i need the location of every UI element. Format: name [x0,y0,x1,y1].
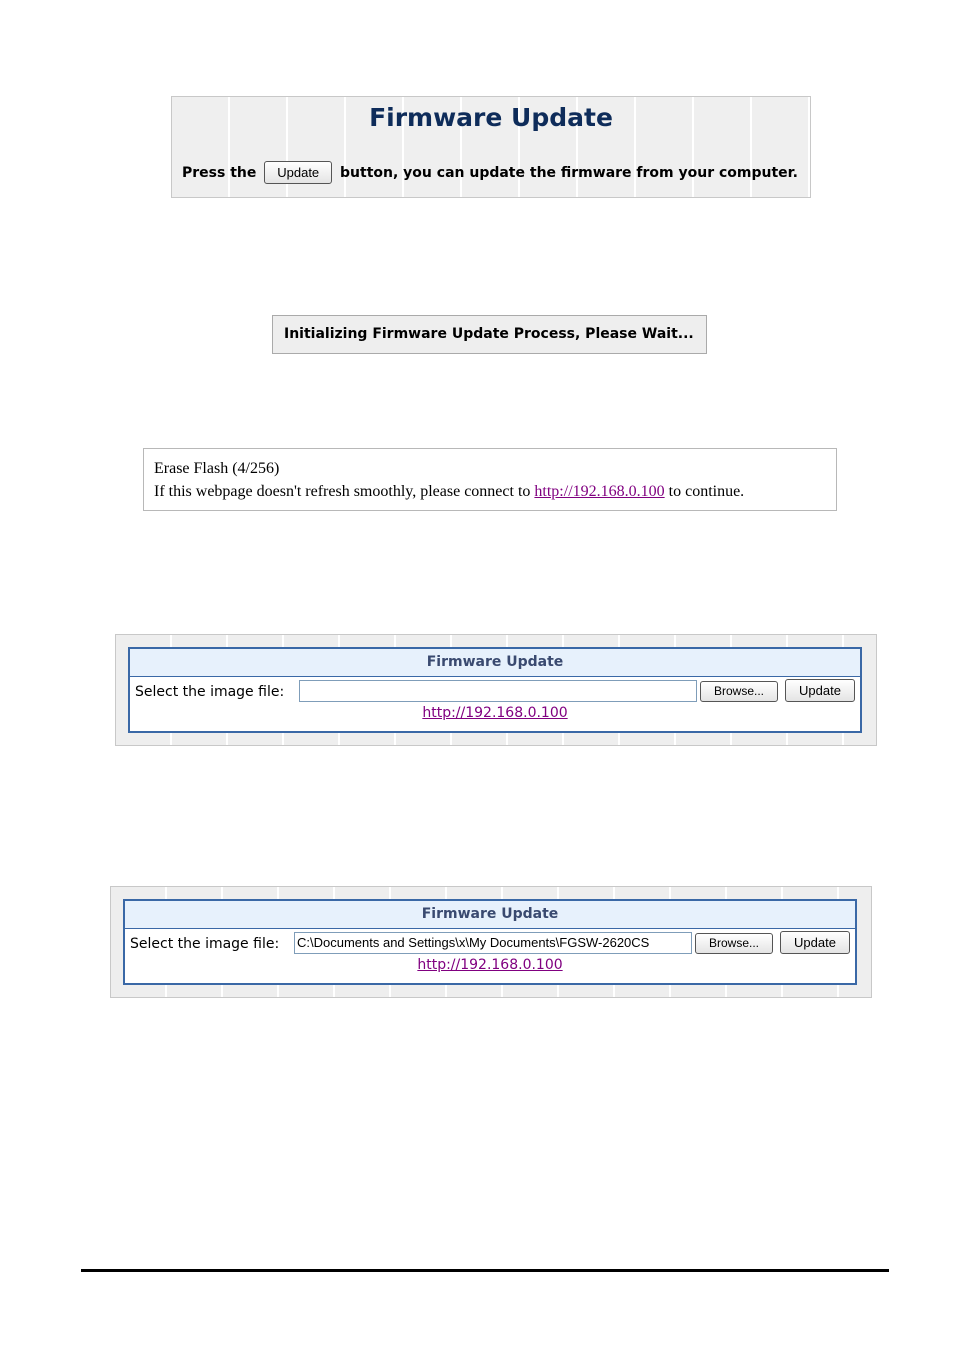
device-link[interactable]: http://192.168.0.100 [417,957,563,973]
image-file-label: Select the image file: [135,684,285,700]
erase-flash-status-box [143,448,837,511]
image-file-label: Select the image file: [130,936,280,952]
update-button[interactable]: Update [785,679,855,702]
refresh-notice-text-after: to continue. [668,483,745,500]
image-file-input[interactable]: C:\Documents and Settings\x\My Documents\FGSW-2620CS [294,932,692,954]
firmware-update-form-filled [110,886,872,998]
initializing-message: Initializing Firmware Update Process, Please Wait... [284,326,694,342]
file-select-row [130,677,860,707]
firmware-update-intro-panel [171,96,811,198]
instruction-text-after: button, you can update the firmware from your computer. [340,165,798,181]
refresh-notice [154,480,826,503]
firmware-update-form [128,647,862,733]
initializing-message-box [272,315,707,354]
form-header: Firmware Update [125,901,855,929]
footer-rule [81,1269,889,1272]
firmware-update-form-empty [115,634,877,746]
refresh-notice-text-before: If this webpage doesn't refresh smoothly, please connect to [154,483,531,500]
device-link-row [130,705,860,721]
instruction-line [182,161,798,184]
firmware-update-form [123,899,857,985]
update-button[interactable]: Update [780,931,850,954]
panel-title: Firmware Update [369,103,613,132]
device-link[interactable]: http://192.168.0.100 [422,705,568,721]
device-link-row [125,957,855,973]
file-select-row [125,929,855,959]
erase-flash-status: Erase Flash (4/256) [154,460,280,477]
image-file-input[interactable] [299,680,697,702]
browse-button[interactable]: Browse... [700,681,778,702]
instruction-text-before: Press the [182,165,257,181]
browse-button[interactable]: Browse... [695,933,773,954]
reconnect-link[interactable]: http://192.168.0.100 [534,483,665,500]
update-button[interactable]: Update [264,161,332,184]
form-header: Firmware Update [130,649,860,677]
